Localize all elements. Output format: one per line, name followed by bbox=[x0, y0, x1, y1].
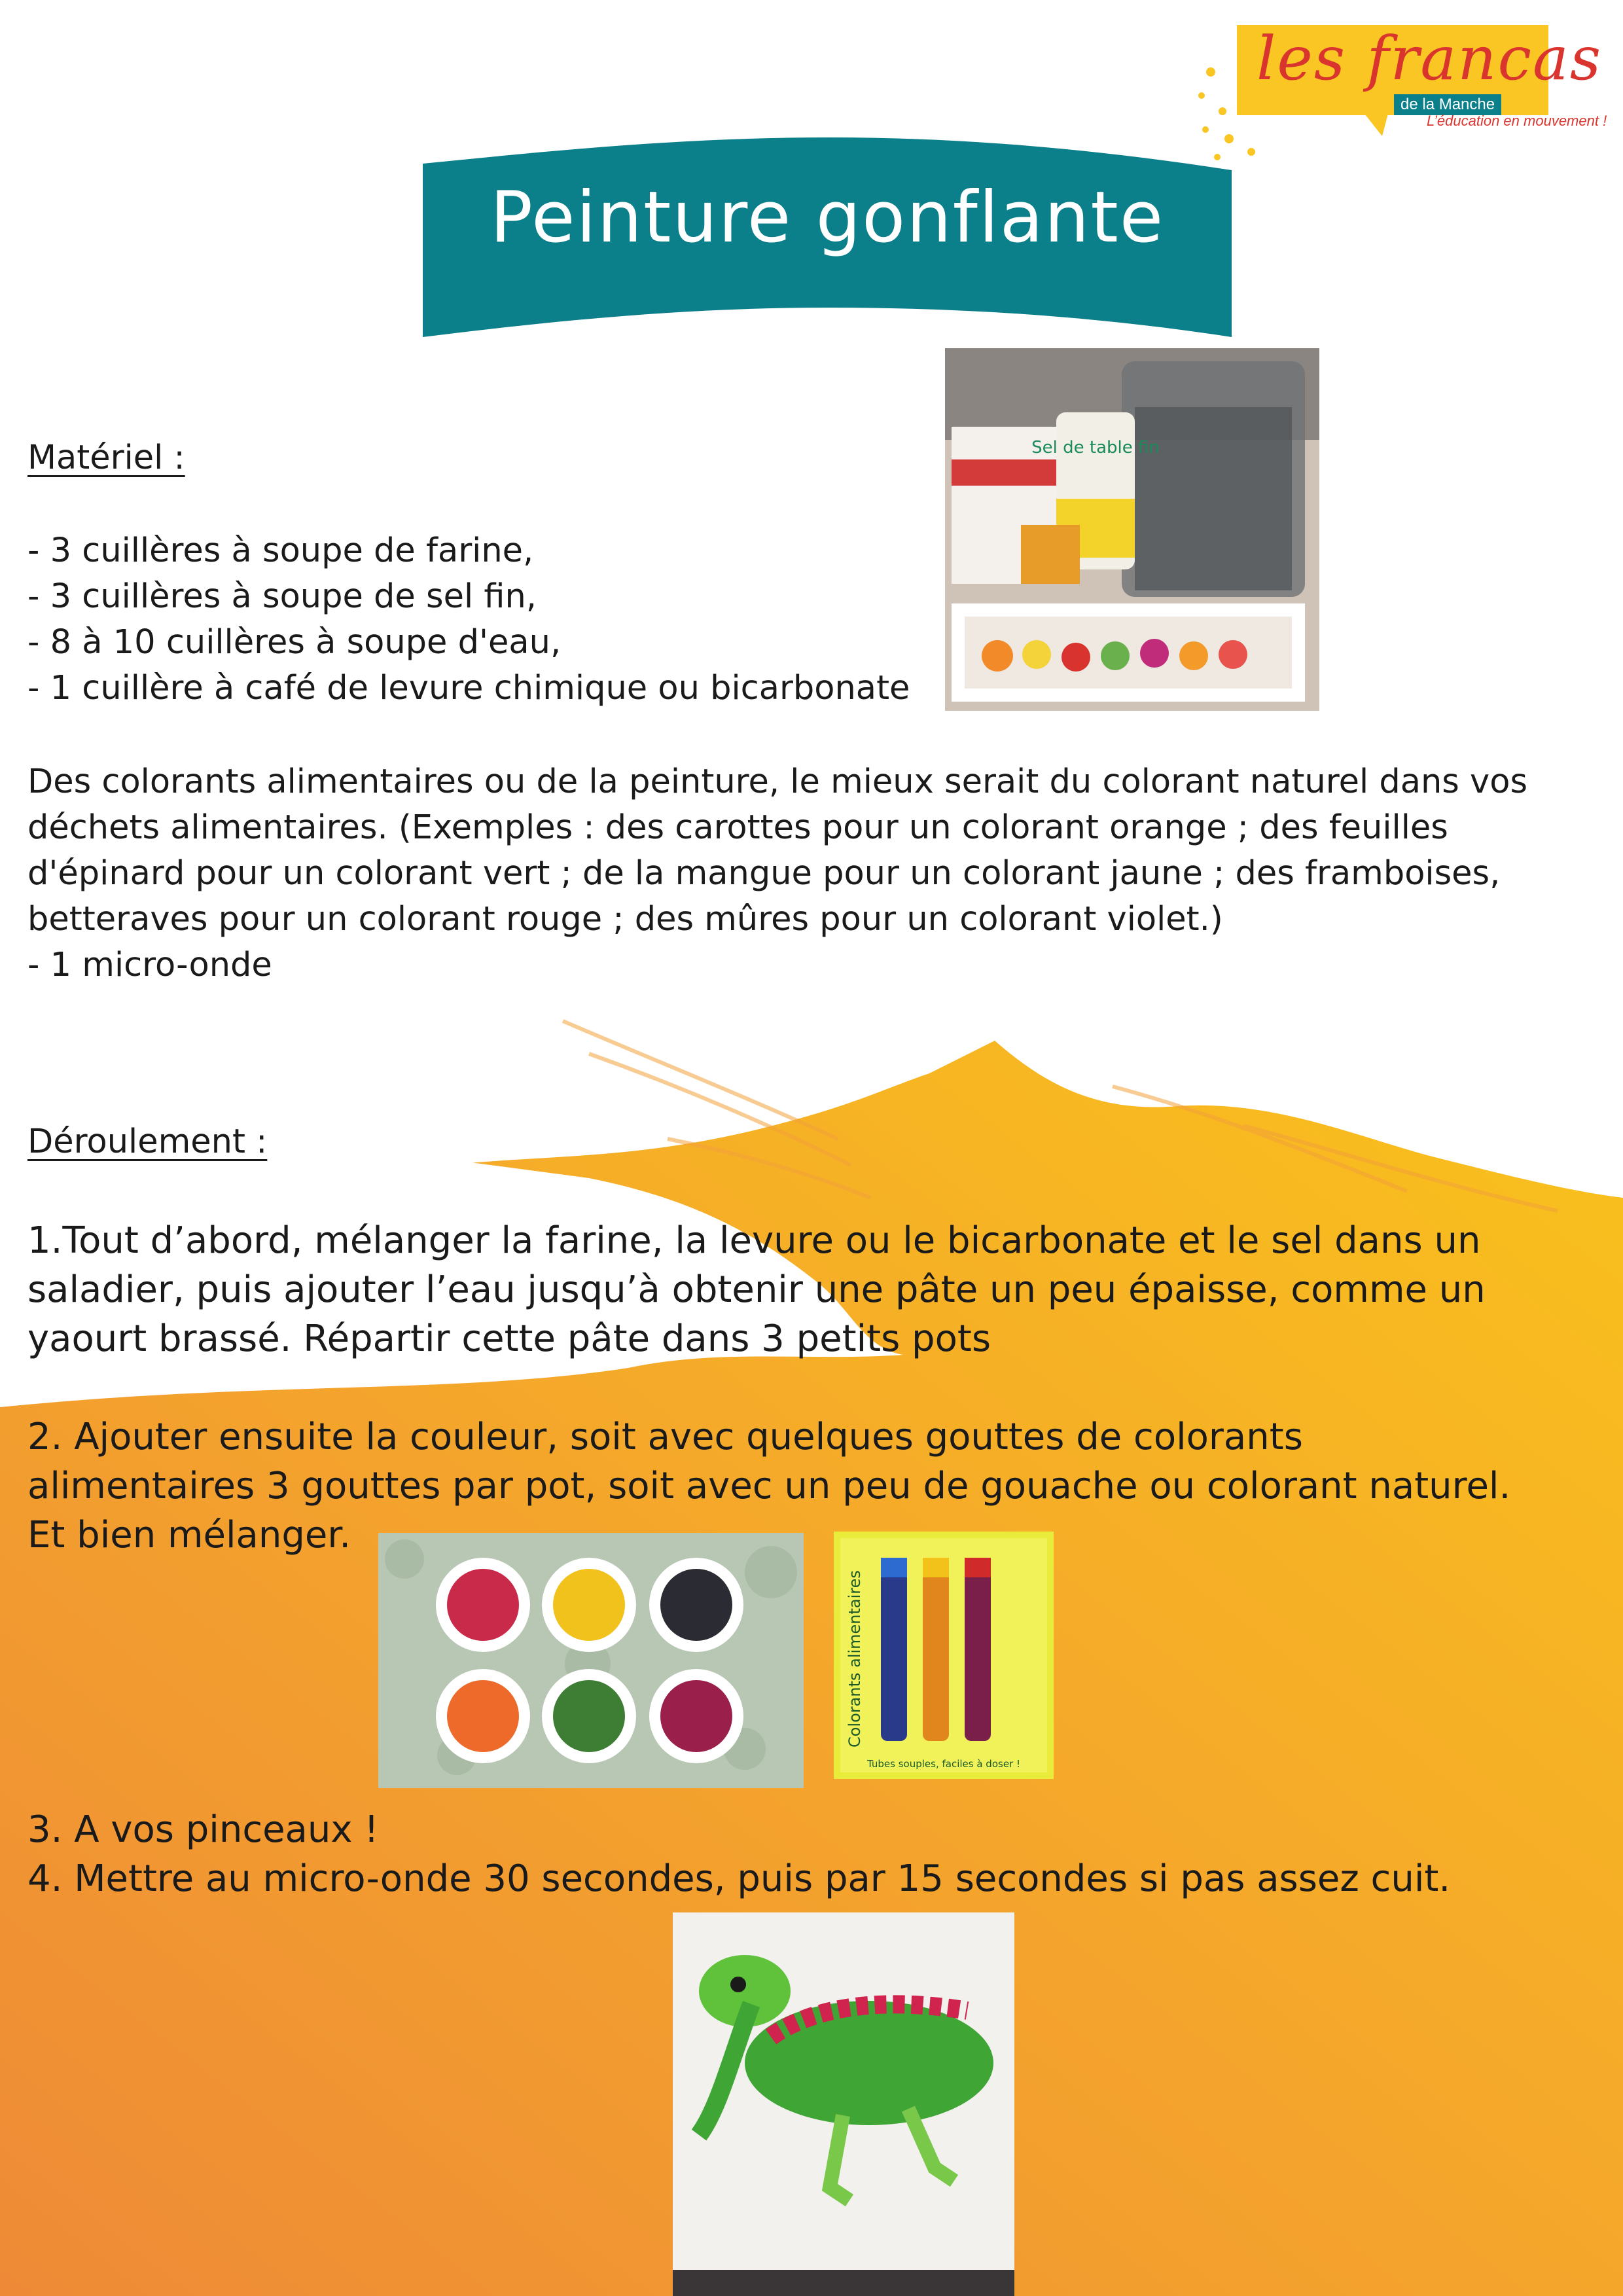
materiel-item: - 3 cuillères à soupe de sel fin, bbox=[27, 577, 537, 616]
materiel-paragraph-line: déchets alimentaires. (Exemples : des carottes pour un colorant orange ; des feuilles bbox=[27, 808, 1448, 847]
step3-line: 3. A vos pinceaux ! bbox=[27, 1808, 379, 1851]
materiel-item: - 3 cuillères à soupe de farine, bbox=[27, 531, 534, 570]
step2-line: 2. Ajouter ensuite la couleur, soit avec quelques gouttes de colorants bbox=[27, 1416, 1303, 1458]
deroulement-heading: Déroulement : bbox=[27, 1122, 268, 1161]
materiel-paragraph-line: Des colorants alimentaires ou de la peinture, le mieux serait du colorant naturel dans vos bbox=[27, 762, 1528, 801]
photo-child-painting bbox=[673, 1912, 1014, 2296]
step1-line: yaourt brassé. Répartir cette pâte dans 3 petits pots bbox=[27, 1318, 991, 1360]
materiel-item: - 1 cuillère à café de levure chimique ou bicarbonate bbox=[27, 669, 910, 708]
materiel-paragraph-line: - 1 micro-onde bbox=[27, 946, 272, 984]
materiel-heading: Matériel : bbox=[27, 439, 185, 477]
page-title: Peinture gonflante bbox=[490, 177, 1165, 259]
materiel-item: - 8 à 10 cuillères à soupe d'eau, bbox=[27, 623, 562, 662]
materiel-paragraph-line: d'épinard pour un colorant vert ; de la mangue pour un colorant jaune ; des framboises, bbox=[27, 854, 1501, 893]
logo-brand: les francas bbox=[1257, 24, 1603, 94]
materiel-paragraph-line: betteraves pour un colorant rouge ; des mûres pour un colorant violet.) bbox=[27, 900, 1223, 939]
logo-tagline: L’éducation en mouvement ! bbox=[1427, 113, 1607, 129]
photo-colorants-package bbox=[834, 1532, 1054, 1779]
photo-natural-colorants bbox=[378, 1533, 804, 1788]
step4-line: 4. Mettre au micro-onde 30 secondes, puis par 15 secondes si pas assez cuit. bbox=[27, 1857, 1451, 1900]
photo-ingredients bbox=[945, 348, 1319, 711]
logo-subtitle: de la Manche bbox=[1394, 94, 1501, 115]
step2-line: alimentaires 3 gouttes par pot, soit avec un peu de gouache ou colorant naturel. bbox=[27, 1465, 1511, 1507]
ingredients-box-text: Sel de table fin bbox=[1031, 438, 1160, 457]
step1-line: saladier, puis ajouter l’eau jusqu’à obtenir une pâte un peu épaisse, comme un bbox=[27, 1268, 1486, 1311]
step1-line: 1.Tout d’abord, mélanger la farine, la levure ou le bicarbonate et le sel dans un bbox=[27, 1219, 1481, 1262]
colorants-package-caption: Tubes souples, faciles à doser ! bbox=[866, 1758, 1021, 1770]
colorants-package-text: Colorants alimentaires bbox=[846, 1570, 864, 1748]
logo-bubble-tail bbox=[1363, 111, 1389, 136]
step2-line: Et bien mélanger. bbox=[27, 1514, 351, 1556]
